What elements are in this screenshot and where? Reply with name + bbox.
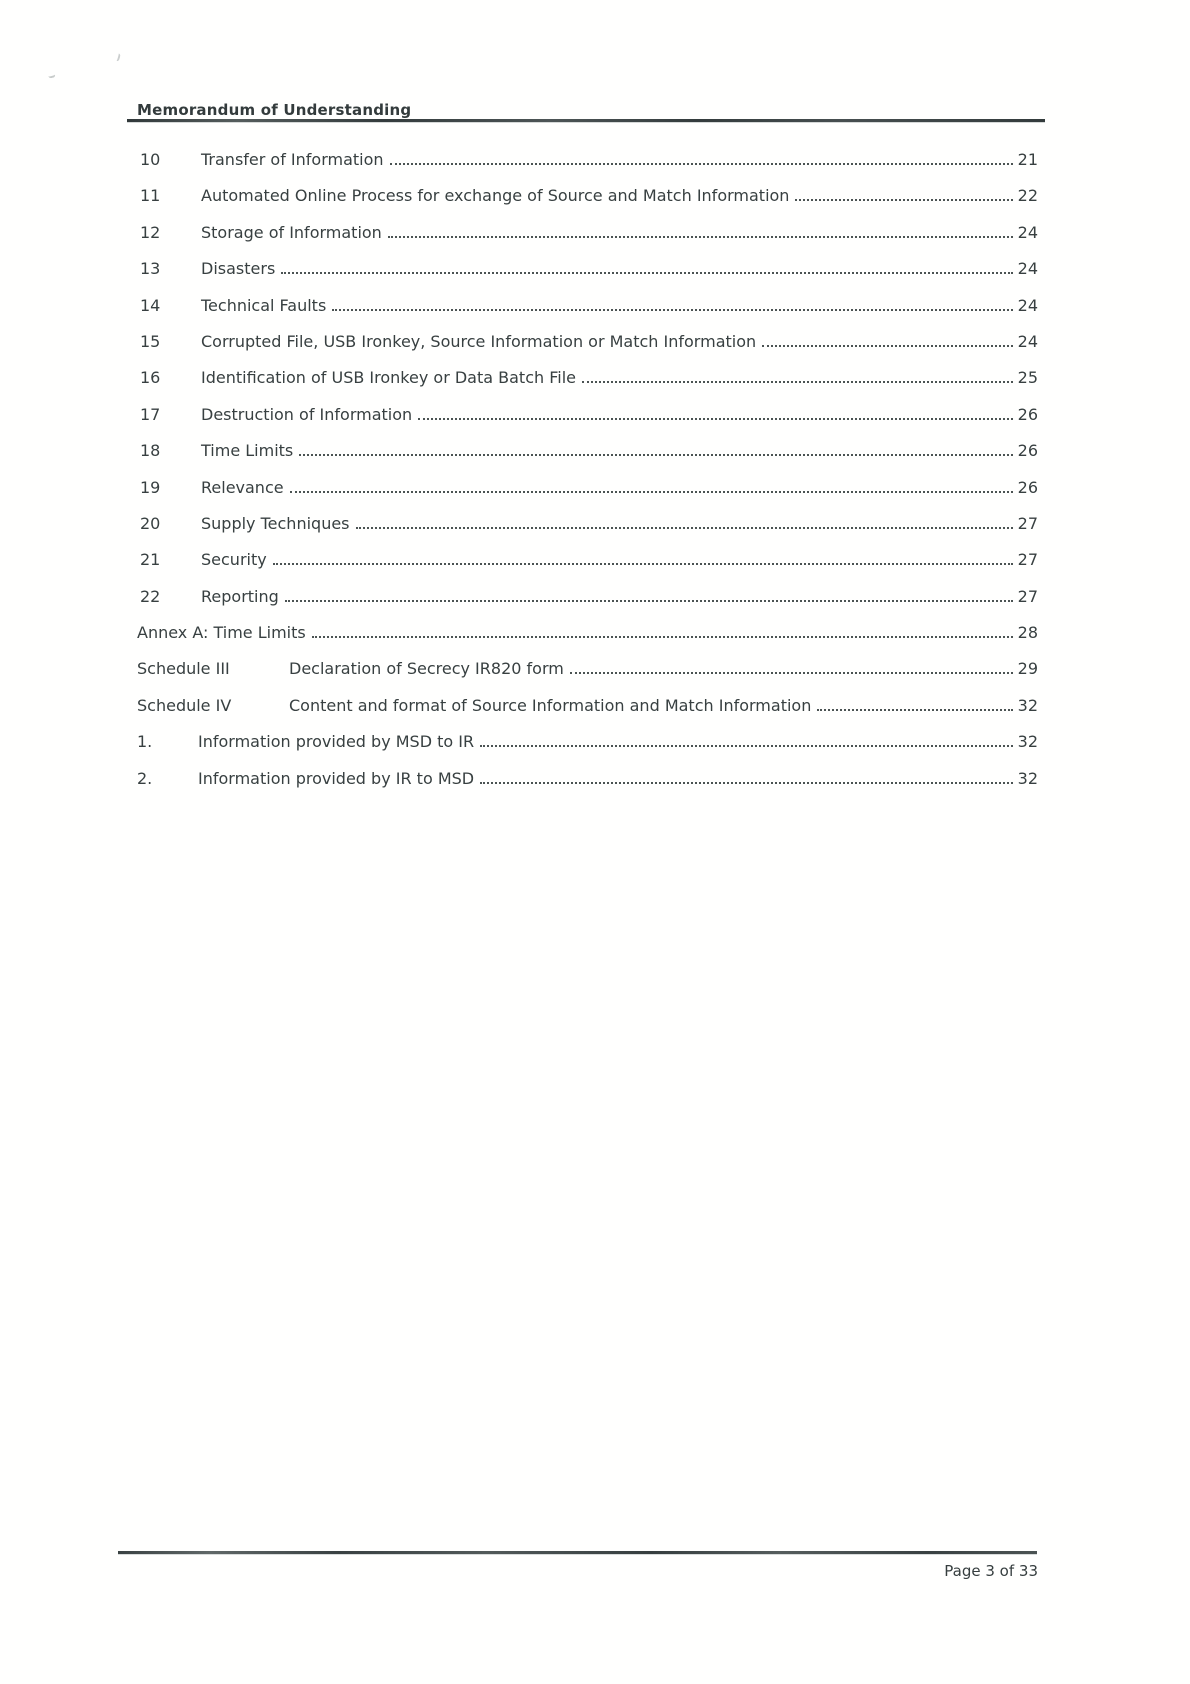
dot-leader [418, 418, 1012, 420]
page-number-indicator: Page 3 of 33 [944, 1562, 1038, 1580]
toc-entry [140, 296, 1038, 332]
toc-entry-number: 10 [140, 150, 161, 169]
toc-entry-number: 22 [140, 586, 161, 606]
toc-entry-number: 19 [140, 477, 161, 497]
toc-entry-number: 1. [137, 732, 153, 752]
toc-entry-page: 24 [1017, 222, 1038, 242]
toc-entry [137, 732, 1038, 768]
toc-entry-page: 24 [1017, 331, 1038, 351]
toc-entry [140, 223, 1038, 259]
toc-entry-page: 26 [1017, 477, 1038, 497]
toc-entry-number: 13 [140, 259, 161, 279]
table-of-contents [137, 150, 1038, 805]
toc-entry-page: 32 [1017, 695, 1038, 715]
toc-entry [140, 478, 1038, 514]
toc-entry-number: 11 [140, 186, 161, 206]
dot-leader [312, 636, 1013, 638]
toc-entry-page: 25 [1017, 368, 1038, 388]
toc-entry [140, 332, 1038, 368]
dot-leader [290, 491, 1013, 493]
toc-entry-page: 29 [1017, 659, 1038, 679]
header-rule [127, 119, 1045, 122]
dot-leader [332, 309, 1012, 311]
toc-entry [140, 514, 1038, 550]
dot-leader [299, 454, 1012, 456]
toc-entry-page: 28 [1017, 623, 1038, 643]
toc-entry-number: 20 [140, 513, 161, 533]
toc-entry-page: 27 [1017, 550, 1038, 570]
toc-entry-page: 27 [1017, 586, 1038, 606]
toc-entry-number: 12 [140, 222, 161, 242]
toc-entry [140, 441, 1038, 477]
toc-entry-number: Schedule III [137, 659, 230, 679]
toc-entry-page: 24 [1017, 295, 1038, 315]
dot-leader [582, 381, 1013, 383]
dot-leader [273, 563, 1013, 565]
dot-leader [817, 709, 1012, 711]
footer-rule [118, 1551, 1037, 1554]
toc-entry-title: Time Limits [201, 441, 294, 461]
dot-leader [388, 236, 1013, 238]
toc-entry-title: Identification of USB Ironkey or Data Batch File [201, 368, 576, 388]
toc-entry-page: 32 [1017, 732, 1038, 752]
toc-entry [137, 623, 1038, 659]
toc-entry-title: Destruction of Information [201, 404, 413, 424]
toc-entry-title: Disasters [201, 259, 276, 279]
toc-entry-page: 32 [1017, 768, 1038, 788]
toc-entry-number: 21 [140, 550, 161, 570]
dot-leader [795, 199, 1012, 201]
toc-entry-page: 21 [1017, 150, 1038, 169]
toc-entry-page: 26 [1017, 441, 1038, 461]
toc-entry-number: 18 [140, 441, 161, 461]
toc-entry-page: 24 [1017, 259, 1038, 279]
toc-entry-title: Information provided by MSD to IR [198, 732, 475, 752]
toc-entry-page: 27 [1017, 513, 1038, 533]
toc-entry [140, 368, 1038, 404]
toc-entry [140, 186, 1038, 222]
dot-leader [281, 272, 1012, 274]
dot-leader [356, 527, 1013, 529]
toc-entry-title: Declaration of Secrecy IR820 form [289, 659, 564, 679]
toc-entry [137, 696, 1038, 732]
pencil-mark [113, 52, 121, 61]
toc-entry-title: Storage of Information [201, 222, 382, 242]
toc-entry-number: 15 [140, 331, 161, 351]
toc-entry [140, 550, 1038, 586]
toc-entry-title: Security [201, 550, 267, 570]
toc-entry-title: Corrupted File, USB Ironkey, Source Information or Match Information [201, 331, 757, 351]
dot-leader [480, 782, 1013, 784]
toc-entry-title: Supply Techniques [201, 513, 350, 533]
page-header-title: Memorandum of Understanding [137, 101, 412, 119]
toc-entry-title: Technical Faults [201, 295, 327, 315]
toc-entry-title: Relevance [201, 477, 284, 497]
toc-entry-page: 26 [1017, 404, 1038, 424]
dot-leader [762, 345, 1013, 347]
toc-entry [140, 259, 1038, 295]
toc-entry-number: 14 [140, 295, 161, 315]
toc-entry-title: Information provided by IR to MSD [198, 768, 475, 788]
toc-entry-title: Content and format of Source Information and Match Information [289, 695, 812, 715]
toc-entry [140, 405, 1038, 441]
toc-entry-title: Reporting [201, 586, 279, 606]
toc-entry [137, 659, 1038, 695]
toc-entry-title: Annex A: Time Limits [137, 623, 306, 643]
dot-leader [570, 672, 1013, 674]
toc-entry [137, 769, 1038, 805]
toc-entry-title: Transfer of Information [201, 150, 384, 169]
toc-entry-number: 16 [140, 368, 161, 388]
toc-entry-title: Automated Online Process for exchange of Source and Match Information [201, 186, 790, 206]
toc-entry-number: 2. [137, 768, 153, 788]
toc-entry-number: 17 [140, 404, 161, 424]
dot-leader [480, 745, 1013, 747]
toc-entry-number: Schedule IV [137, 695, 232, 715]
toc-entry [140, 587, 1038, 623]
toc-entry [140, 150, 1038, 186]
dot-leader [390, 163, 1013, 165]
dot-leader [285, 600, 1013, 602]
pencil-mark [47, 70, 55, 78]
toc-entry-page: 22 [1017, 186, 1038, 206]
